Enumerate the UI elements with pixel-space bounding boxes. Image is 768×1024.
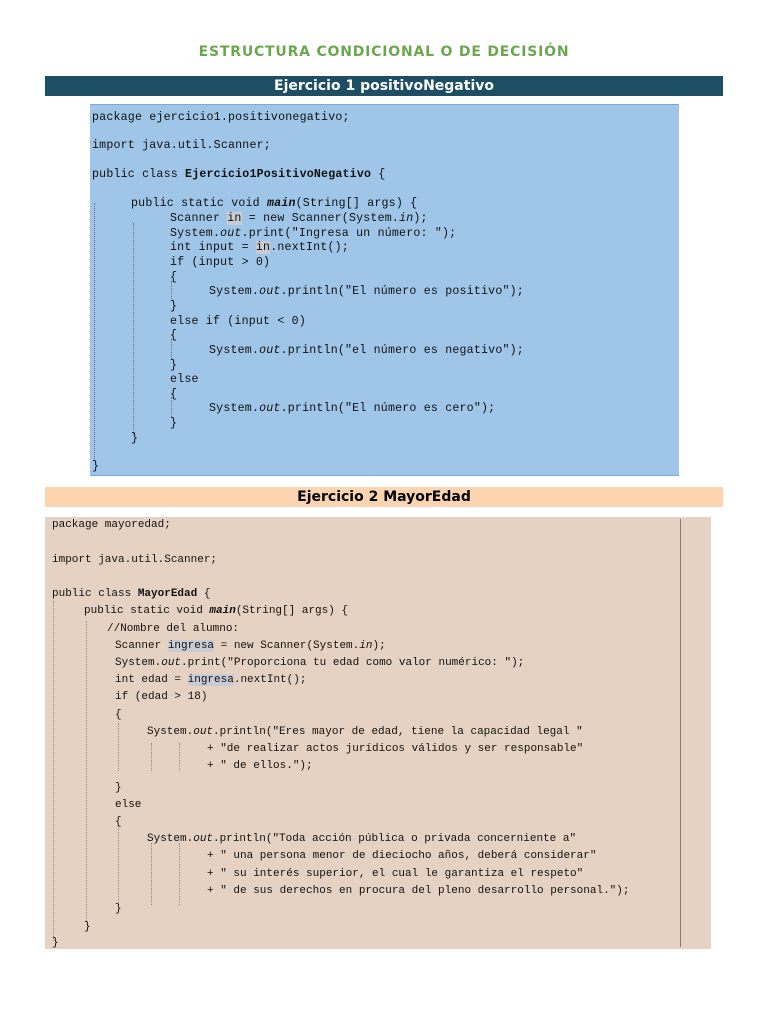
code-line: } [52, 937, 59, 949]
code-line: { [170, 329, 178, 342]
code-line: Scanner ingresa = new Scanner(System.in); [115, 640, 386, 652]
document-title: ESTRUCTURA CONDICIONAL O DE DECISIÓN [198, 44, 570, 60]
exercise1-heading: Ejercicio 1 positivoNegativo [45, 76, 723, 96]
indent-guide [53, 601, 54, 941]
indent-guide [118, 825, 119, 905]
code-line: { [170, 271, 178, 284]
indent-guide [94, 203, 95, 459]
code-line: public class MayorEdad { [52, 588, 211, 600]
code-line: } [170, 300, 178, 313]
code-line: System.out.println("el número es negativo"); [209, 344, 524, 357]
exercise2-heading: Ejercicio 2 MayorEdad [45, 487, 723, 507]
indent-guide [151, 743, 152, 771]
code-line: } [131, 432, 139, 445]
code-line: } [170, 359, 178, 372]
code-line: } [92, 460, 100, 473]
code-line: { [115, 816, 122, 828]
indent-guide [118, 723, 119, 771]
code-line: + "de realizar actos jurídicos válidos y ser responsable" [207, 743, 584, 755]
code-line: if (edad > 18) [115, 691, 208, 703]
code-line: + " su interés superior, el cual le garantiza el respeto" [207, 868, 584, 880]
exercise2-code-block [45, 517, 711, 949]
code-line: package ejercicio1.positivonegativo; [92, 111, 350, 124]
indent-guide [171, 339, 172, 359]
code-line: public static void main(String[] args) { [131, 197, 418, 210]
code-line: } [115, 903, 122, 915]
indent-guide [133, 223, 134, 435]
code-line: + " de sus derechos en procura del pleno desarrollo personal."); [207, 885, 630, 897]
code-line: System.out.println("El número es cero"); [209, 402, 496, 415]
code-line: } [84, 921, 91, 933]
code-line: else if (input < 0) [170, 315, 306, 328]
indent-guide [171, 281, 172, 301]
code-line: else [115, 799, 142, 811]
indent-guide [86, 621, 87, 921]
code-line: if (input > 0) [170, 256, 271, 269]
code-line: System.out.print("Ingresa un número: "); [170, 227, 457, 240]
code-line: public static void main(String[] args) { [84, 605, 349, 617]
exercise1-code-block [90, 104, 679, 476]
code-line: System.out.print("Proporciona tu edad como valor numérico: "); [115, 657, 525, 669]
code-line: { [170, 388, 178, 401]
code-line: + " de ellos."); [207, 760, 313, 772]
code-line: System.out.println("Toda acción pública o privada concerniente a" [147, 833, 577, 845]
code-line: public class Ejercicio1PositivoNegativo { [92, 168, 386, 181]
code-line: System.out.println("Eres mayor de edad, tiene la capacidad legal " [147, 726, 583, 738]
indent-guide [151, 843, 152, 905]
indent-guide [179, 843, 180, 905]
code-line: } [115, 782, 122, 794]
code-line: { [115, 709, 122, 721]
code-line: Scanner in = new Scanner(System.in); [170, 212, 428, 225]
code-line: else [170, 373, 199, 386]
code-line: + " una persona menor de dieciocho años, deberá considerar" [207, 850, 597, 862]
indent-guide [179, 743, 180, 771]
code-line: System.out.println("El número es positivo"); [209, 285, 524, 298]
code-line: import java.util.Scanner; [52, 554, 218, 566]
editor-margin-line [680, 519, 681, 947]
code-line: } [170, 417, 178, 430]
code-line: //Nombre del alumno: [107, 623, 240, 635]
code-line: int input = in.nextInt(); [170, 241, 349, 254]
code-line: import java.util.Scanner; [92, 139, 271, 152]
code-line: int edad = ingresa.nextInt(); [115, 674, 307, 686]
code-line: package mayoredad; [52, 519, 171, 531]
